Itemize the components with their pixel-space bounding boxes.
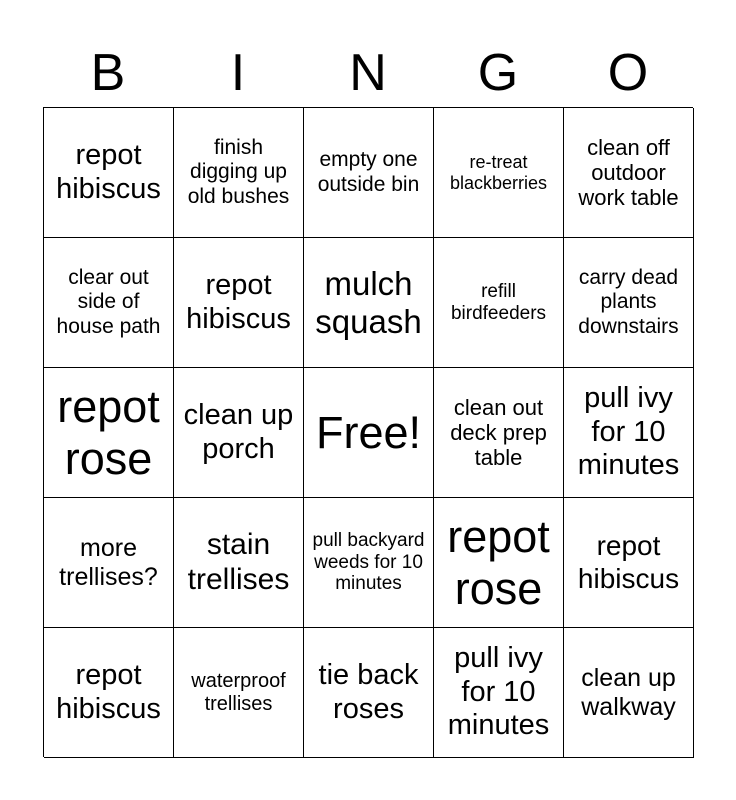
bingo-cell[interactable] [564, 238, 694, 368]
bingo-cell-text: empty one outside bin [317, 148, 420, 196]
bingo-cell[interactable] [174, 108, 304, 238]
bingo-cell[interactable] [434, 238, 564, 368]
bingo-cell-text: repot hibiscus [56, 139, 161, 205]
bingo-cell-text: carry dead plants downstairs [578, 266, 679, 338]
bingo-cell-free[interactable] [304, 368, 434, 498]
header-letter-o: O [607, 44, 649, 102]
bingo-cell[interactable] [564, 498, 694, 628]
header-letter-b: B [90, 44, 126, 102]
bingo-cell-text: repot hibiscus [577, 530, 680, 594]
bingo-cell-text: repot hibiscus [186, 269, 291, 335]
bingo-cell[interactable] [304, 108, 434, 238]
bingo-cell[interactable] [304, 628, 434, 758]
bingo-cell[interactable] [434, 108, 564, 238]
bingo-cell[interactable] [564, 368, 694, 498]
header-letter-g: G [477, 44, 519, 102]
header-letter-i: I [230, 44, 246, 102]
bingo-cell[interactable] [564, 108, 694, 238]
bingo-cell[interactable] [44, 238, 174, 368]
bingo-cell[interactable] [174, 368, 304, 498]
bingo-cell[interactable] [44, 368, 174, 498]
bingo-cell-text: repot rose [447, 510, 550, 614]
bingo-cell-text: pull ivy for 10 minutes [577, 382, 680, 482]
bingo-header [43, 38, 693, 108]
bingo-cell-text: mulch squash [315, 264, 422, 340]
bingo-cell-text: tie back roses [318, 659, 419, 725]
bingo-cell-text: clean out deck prep table [450, 394, 547, 471]
bingo-cell-text: clear out side of house path [56, 266, 161, 338]
bingo-cell[interactable] [44, 628, 174, 758]
bingo-cell-text: pull backyard weeds for 10 minutes [312, 529, 425, 595]
bingo-cell[interactable] [304, 498, 434, 628]
bingo-cell[interactable] [44, 498, 174, 628]
bingo-cell[interactable] [174, 238, 304, 368]
bingo-cell-text: finish digging up old bushes [187, 136, 290, 208]
bingo-cell[interactable] [44, 108, 174, 238]
bingo-cell[interactable] [564, 628, 694, 758]
bingo-cell[interactable] [434, 368, 564, 498]
bingo-cell-text: clean off outdoor work table [578, 134, 679, 211]
bingo-cell-text: clean up walkway [581, 663, 676, 721]
bingo-cell-text: stain trellises [187, 528, 290, 596]
bingo-card-grid [43, 107, 693, 757]
bingo-cell-text: Free! [315, 406, 422, 458]
bingo-cell-text: waterproof trellises [191, 669, 286, 715]
bingo-cell-text: re-treat blackberries [449, 151, 548, 193]
bingo-cell[interactable] [174, 628, 304, 758]
bingo-cell-text: repot hibiscus [56, 659, 161, 725]
bingo-cell-text: refill birdfeeders [450, 280, 547, 324]
bingo-cell-text: more trellises? [59, 533, 158, 591]
bingo-cell[interactable] [434, 498, 564, 628]
bingo-cell[interactable] [434, 628, 564, 758]
bingo-cell-text: clean up porch [183, 399, 294, 465]
bingo-cell-text: repot rose [57, 380, 160, 484]
bingo-cell[interactable] [304, 238, 434, 368]
bingo-cell[interactable] [174, 498, 304, 628]
header-letter-n: N [349, 44, 387, 102]
bingo-cell-text: pull ivy for 10 minutes [447, 642, 550, 742]
